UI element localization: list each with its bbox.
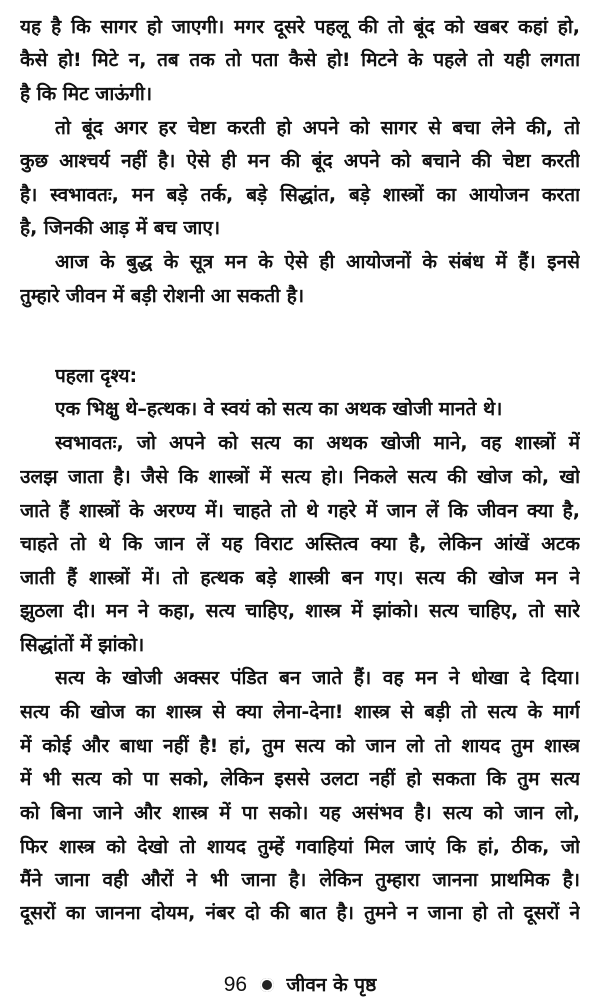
text-line: सिद्धांतों में झांको।: [20, 634, 145, 656]
text-line: यह है कि सागर हो जाएगी। मगर दूसरे पहलू की तो बूंद को खबर कहां हो,: [20, 16, 580, 38]
text-line: को बिना जाने और शास्त्र में पा सको। यह असंभव है। सत्य को जान लो,: [20, 802, 580, 824]
text-line: स्वभावतः, जो अपने को सत्य का अथक खोजी माने, वह शास्त्रों में: [55, 432, 580, 454]
text-line: आज के बुद्ध के सूत्र मन के ऐसे ही आयोजनों के संबंध में हैं। इनसे: [55, 251, 580, 273]
text-line: में कोई और बाधा नहीं है! हां, तुम सत्य को जान लो तो शायद तुम शास्त्र: [20, 735, 580, 757]
section-heading: पहला दृश्य:: [55, 365, 138, 387]
page-number: 96: [223, 973, 248, 996]
text-line: तो बूंद अगर हर चेष्टा करती हो अपने को सागर से बचा लेने की, तो: [55, 117, 580, 139]
text-line: फिर शास्त्र को देखो तो शायद तुम्हें गवाहियां मिल जाएं कि हां, ठीक, जो: [20, 836, 580, 858]
text-line: है कि मिट जाऊंगी।: [20, 83, 153, 105]
text-line: उलझ जाता है। जैसे कि शास्त्रों में सत्य हो। निकले सत्य की खोज को, खो: [20, 466, 580, 488]
text-line: झुठला दी। मन ने कहा, सत्य चाहिए, शास्त्र में झांको। सत्य चाहिए, तो सारे: [20, 600, 580, 622]
text-line: कुछ आश्चर्य नहीं है। ऐसे ही मन की बूंद अपने को बचाने की चेष्टा करती: [20, 150, 580, 172]
book-title: जीवन के पृष्ठ: [286, 974, 377, 996]
text-line: जाते हैं शास्त्रों के अरण्य में। चाहते तो थे गहरे में जान लें कि जीवन क्या है,: [20, 500, 580, 522]
text-line: चाहते तो थे कि जान लें यह विराट अस्तित्व क्या है, लेकिन आंखें अटक: [20, 533, 580, 555]
text-line: है, जिनकी आड़ में बच जाए।: [20, 217, 221, 239]
text-line: जाती हैं शास्त्रों में। तो हत्थक बड़े शास्त्री बन गए। सत्य की खोज मन ने: [20, 567, 580, 589]
flower-ornament-icon: [260, 978, 274, 992]
text-line: में भी सत्य को पा सको, लेकिन इससे उलटा नहीं हो सकता कि तुम सत्य: [20, 768, 580, 790]
text-line: है। स्वभावतः, मन बड़े तर्क, बड़े सिद्धांत, बड़े शास्त्रों का आयोजन करता: [20, 184, 580, 206]
text-line: सत्य के खोजी अक्सर पंडित बन जाते हैं। वह मन ने धोखा दे दिया।: [55, 667, 580, 689]
text-line: एक भिक्षु थे–हत्थक। वे स्वयं को सत्य का अथक खोजी मानते थे।: [55, 398, 503, 420]
page-footer: [0, 970, 600, 1000]
text-line: तुम्हारे जीवन में बड़ी रोशनी आ सकती है।: [20, 285, 305, 307]
text-line: दूसरों का जानना दोयम, नंबर दो की बात है। तुमने न जाना हो तो दूसरों ने: [20, 902, 580, 924]
text-line: मैंने जाना वही औरों ने भी जाना है। लेकिन तुम्हारा जानना प्राथमिक है।: [20, 869, 580, 891]
text-line: सत्य की खोज का शास्त्र से क्या लेना-देना! शास्त्र से बड़ी तो सत्य के मार्ग: [20, 701, 580, 723]
text-line: कैसे हो! मिटे न, तब तक तो पता कैसे हो! मिटने के पहले तो यही लगता: [20, 49, 580, 71]
